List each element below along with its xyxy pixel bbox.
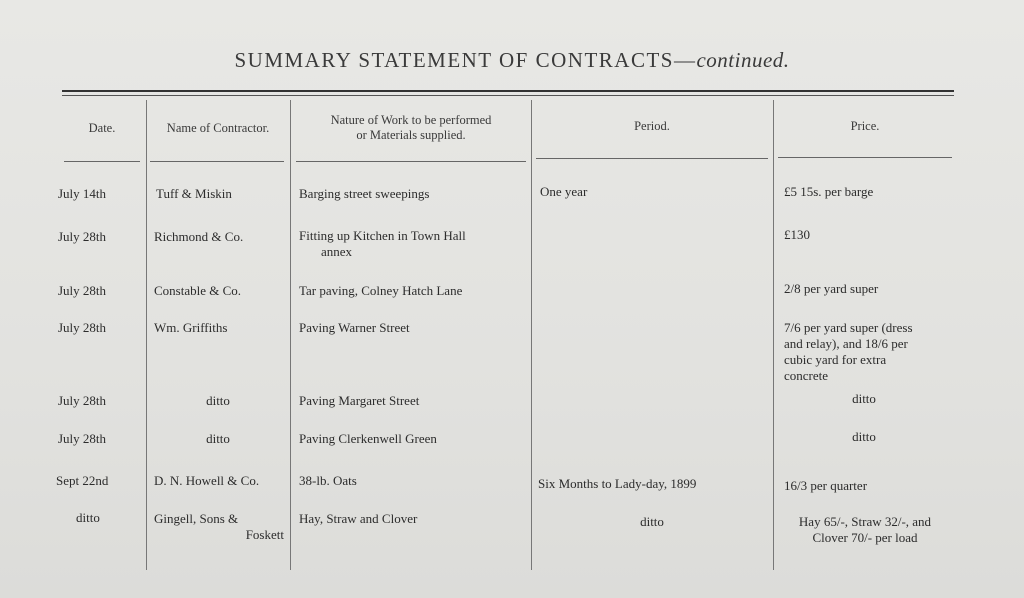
row4-price <box>784 320 956 384</box>
row7-date: Sept 22nd <box>56 473 109 488</box>
column-divider-1 <box>146 100 147 570</box>
header-nature-line2: or Materials supplied. <box>356 128 466 142</box>
row1-period: One year <box>540 184 588 199</box>
row1-nature: Barging street sweepings <box>299 186 430 201</box>
header-period: Period. <box>634 119 670 133</box>
row2-nature-line1: Fitting up Kitchen in Town Hall <box>299 228 466 243</box>
row2-price: £130 <box>784 227 810 242</box>
header-date: Date. <box>88 121 116 135</box>
row2-nature <box>299 228 466 260</box>
header-nature-line1: Nature of Work to be performed <box>330 113 492 127</box>
row5-nature: Paving Margaret Street <box>299 393 420 408</box>
row1-date: July 14th <box>58 186 107 201</box>
row7-price: 16/3 per quarter <box>784 478 868 493</box>
row8-price-line2: Clover 70/- per load <box>812 530 918 545</box>
row6-nature: Paving Clerkenwell Green <box>299 431 437 446</box>
row6-date: July 28th <box>58 431 107 446</box>
row8-contractor-line1: Gingell, Sons & <box>154 511 239 526</box>
header-rule-period <box>536 158 768 159</box>
row8-price-line1: Hay 65/-, Straw 32/-, and <box>798 514 932 529</box>
title-continued: continued. <box>696 48 790 72</box>
row3-price: 2/8 per yard super <box>784 281 879 296</box>
header-price: Price. <box>850 119 880 133</box>
row3-contractor: Constable & Co. <box>154 283 242 298</box>
row3-nature: Tar paving, Colney Hatch Lane <box>299 283 463 298</box>
header-rule-nature <box>296 161 526 162</box>
page-title <box>0 48 1024 73</box>
row6-contractor: ditto <box>206 431 230 446</box>
title-main: SUMMARY STATEMENT OF CONTRACTS— <box>234 48 697 72</box>
table-top-rule-thin <box>62 95 954 96</box>
header-contractor: Name of Contractor. <box>166 121 270 135</box>
column-divider-3 <box>531 100 532 570</box>
row2-date: July 28th <box>58 229 107 244</box>
row7-contractor: D. N. Howell & Co. <box>154 473 260 488</box>
header-rule-date <box>64 161 140 162</box>
row5-date: July 28th <box>58 393 107 408</box>
row7-nature: 38-lb. Oats <box>299 473 357 488</box>
row8-price <box>776 514 954 546</box>
row8-period: ditto <box>640 514 664 529</box>
row8-nature: Hay, Straw and Clover <box>299 511 418 526</box>
row1-contractor: Tuff & Miskin <box>156 186 232 201</box>
row4-nature: Paving Warner Street <box>299 320 410 335</box>
row5-price: ditto <box>852 391 876 406</box>
row8-contractor <box>154 511 284 543</box>
row6-price: ditto <box>852 429 876 444</box>
header-rule-price <box>778 157 952 158</box>
row4-contractor: Wm. Griffiths <box>154 320 228 335</box>
row4-date: July 28th <box>58 320 107 335</box>
row4-price-line2: and relay), and 18/6 per <box>784 336 908 351</box>
row1-price: £5 15s. per barge <box>784 184 874 199</box>
row5-contractor: ditto <box>206 393 230 408</box>
row2-nature-line2: annex <box>321 244 353 259</box>
column-divider-2 <box>290 100 291 570</box>
row4-price-line1: 7/6 per yard super (dress <box>784 320 913 335</box>
header-rule-contractor <box>150 161 284 162</box>
column-divider-4 <box>773 100 774 570</box>
row2-contractor: Richmond & Co. <box>154 229 244 244</box>
row4-price-line3: cubic yard for extra <box>784 352 887 367</box>
table-top-rule <box>62 90 954 92</box>
row3-date: July 28th <box>58 283 107 298</box>
row8-contractor-line2: Foskett <box>245 527 284 542</box>
row8-date: ditto <box>76 510 100 525</box>
row4-price-line4: concrete <box>784 368 829 383</box>
row7-period: Six Months to Lady-day, 1899 <box>538 476 697 491</box>
header-nature <box>292 113 530 143</box>
